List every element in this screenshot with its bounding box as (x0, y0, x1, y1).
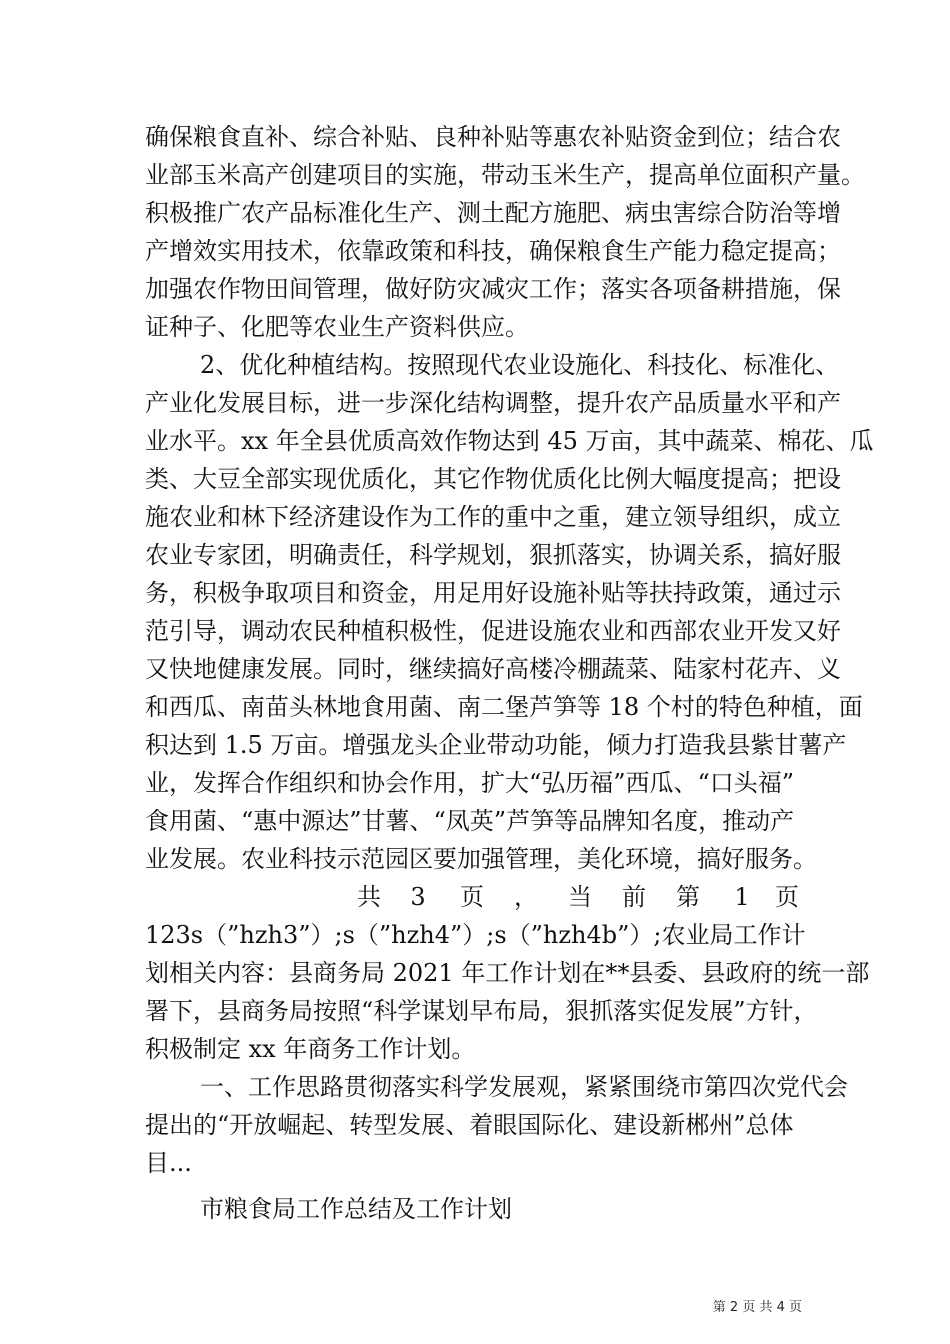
page-indicator (145, 882, 805, 912)
paragraph-1-line: 业部玉米高产创建项目的实施，带动玉米生产，提高单位面积产量。 (145, 161, 865, 189)
paragraph-4-line: 一、工作思路贯彻落实科学发展观，紧紧围绕市第四次党代会 (200, 1073, 848, 1101)
paragraph-2-line: 产业化发展目标，进一步深化结构调整，提升农产品质量水平和产 (145, 389, 841, 417)
page-indicator-char: 1 (734, 883, 750, 911)
paragraph-2-line: 和西瓜、南苗头林地食用菌、南二堡芦笋等 18 个村的特色种植，面 (145, 693, 863, 721)
paragraph-2-line: 务，积极争取项目和资金，用足用好设施补贴等扶持政策，通过示 (145, 579, 841, 607)
page-footer: 第 2 页 共 4 页 (712, 1300, 802, 1315)
page-indicator-char: 页 (775, 883, 799, 911)
page-indicator-char: 当 (568, 883, 592, 911)
page-indicator-char: ， (514, 883, 538, 911)
paragraph-3-line: 划相关内容：县商务局 2021 年工作计划在**县委、县政府的统一部 (145, 959, 870, 987)
paragraph-3-line: 积极制定 xx 年商务工作计划。 (145, 1035, 476, 1063)
paragraph-2-line: 业发展。农业科技示范园区要加强管理，美化环境，搞好服务。 (145, 845, 817, 873)
paragraph-2-line: 又快地健康发展。同时，继续搞好高楼冷棚蔬菜、陆家村花卉、义 (145, 655, 841, 683)
paragraph-2-line: 积达到 1.5 万亩。增强龙头企业带动功能，倾力打造我县紫甘薯产 (145, 731, 847, 759)
paragraph-2-line: 2、优化种植结构。按照现代农业设施化、科技化、标准化、 (200, 351, 840, 379)
paragraph-1-line: 证种子、化肥等农业生产资料供应。 (145, 313, 529, 341)
paragraph-3-line: 123s（”hzh3”）;s（”hzh4”）;s（”hzh4b”）;农业局工作计 (145, 921, 806, 949)
paragraph-2-line: 类、大豆全部实现优质化，其它作物优质化比例大幅度提高；把设 (145, 465, 841, 493)
page-indicator-char: 前 (622, 883, 646, 911)
paragraph-2-line: 范引导，调动农民种植积极性，促进设施农业和西部农业开发又好 (145, 617, 841, 645)
paragraph-1-line: 积极推广农产品标准化生产、测土配方施肥、病虫害综合防治等增 (145, 199, 841, 227)
paragraph-4-line: 目... (145, 1149, 192, 1177)
paragraph-2-line: 施农业和林下经济建设作为工作的重中之重，建立领导组织，成立 (145, 503, 841, 531)
paragraph-1-line: 产增效实用技术，依靠政策和科技，确保粮食生产能力稳定提高； (145, 237, 841, 265)
page-indicator-char: 页 (460, 883, 484, 911)
paragraph-2-line: 农业专家团，明确责任，科学规划，狠抓落实，协调关系，搞好服 (145, 541, 841, 569)
paragraph-2-line: 业水平。xx 年全县优质高效作物达到 45 万亩，其中蔬菜、棉花、瓜 (145, 427, 874, 455)
page-indicator-char: 共 (357, 883, 381, 911)
page-indicator-char: 第 (676, 883, 700, 911)
paragraph-3-line: 署下，县商务局按照“科学谋划早布局，狠抓落实促发展”方针， (145, 997, 818, 1025)
paragraph-2-line: 业，发挥合作组织和协会作用，扩大“弘历福”西瓜、“口头福” (145, 769, 795, 797)
paragraph-1-line: 确保粮食直补、综合补贴、良种补贴等惠农补贴资金到位；结合农 (145, 123, 841, 151)
paragraph-2-line: 食用菌、“惠中源达”甘薯、“凤英”芦笋等品牌知名度，推动产 (145, 807, 795, 835)
page-indicator-char: 3 (410, 883, 426, 911)
paragraph-4-line: 提出的“开放崛起、转型发展、着眼国际化、建设新郴州”总体 (145, 1111, 794, 1139)
paragraph-1-line: 加强农作物田间管理，做好防灾减灾工作；落实各项备耕措施，保 (145, 275, 841, 303)
related-document-title: 市粮食局工作总结及工作计划 (200, 1195, 512, 1223)
